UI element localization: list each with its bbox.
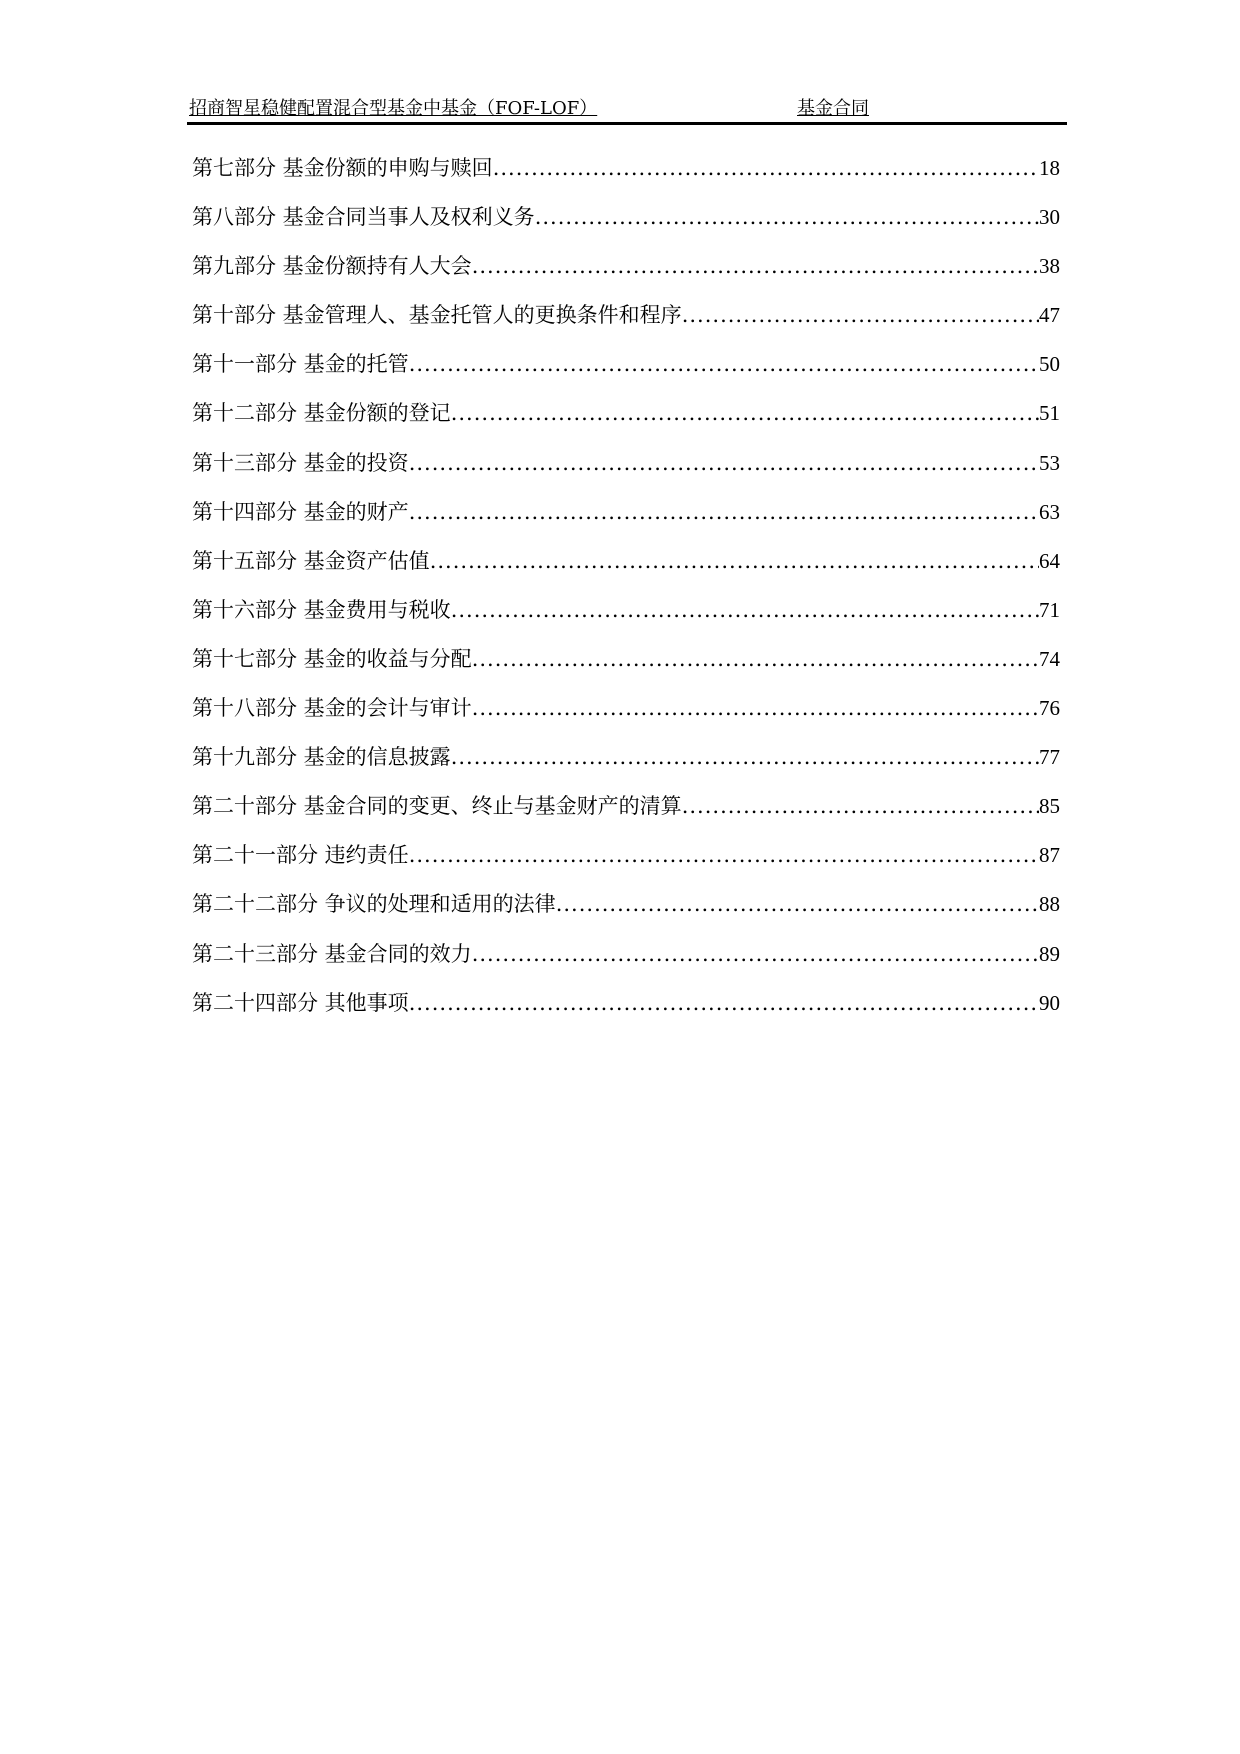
toc-entry-label: 第十五部分 基金资产估值 [192,548,430,573]
toc-entry[interactable] [192,545,1060,594]
page-header [187,92,1067,125]
toc-entry[interactable] [192,839,1060,888]
toc-entry[interactable] [192,152,1060,201]
toc-entry-page: 18 [1039,156,1060,180]
toc-dot-leader [430,549,1039,573]
toc-dot-leader [472,696,1039,720]
toc-entry-label: 第七部分 基金份额的申购与赎回 [192,156,493,180]
toc-entry[interactable] [192,692,1060,741]
toc-entry-page: 89 [1039,941,1060,966]
toc-dot-leader [409,843,1039,867]
toc-dot-leader [535,205,1039,229]
toc-dot-leader [556,892,1039,916]
toc-entry[interactable] [192,201,1060,250]
toc-entry[interactable] [192,594,1060,643]
toc-entry[interactable] [192,496,1060,545]
toc-dot-leader [493,156,1039,180]
toc-entry[interactable] [192,348,1060,397]
toc-entry-page: 90 [1039,990,1060,1015]
header-fund-title: 招商智星稳健配置混合型基金中基金（FOF-LOF） [189,98,598,119]
toc-entry-label: 第十二部分 基金份额的登记 [192,401,451,426]
toc-entry-page: 87 [1039,843,1060,868]
toc-entry-label: 第十四部分 基金的财产 [192,499,409,524]
toc-entry-label: 第十七部分 基金的收益与分配 [192,646,472,671]
toc-entry[interactable] [192,987,1060,1036]
toc-entry-page: 53 [1039,450,1060,475]
toc-entry[interactable] [192,299,1060,348]
toc-entry-label: 第十六部分 基金费用与税收 [192,597,451,622]
toc-entry[interactable] [192,250,1060,299]
toc-dot-leader [451,598,1039,622]
toc-dot-leader [409,352,1039,376]
toc-entry-label: 第二十部分 基金合同的变更、终止与基金财产的清算 [192,794,682,819]
toc-entry-page: 30 [1039,205,1060,230]
toc-entry-page: 47 [1039,303,1060,328]
toc-entry-page: 50 [1039,352,1060,377]
toc-entry-label: 第十部分 基金管理人、基金托管人的更换条件和程序 [192,303,682,328]
toc-entry[interactable] [192,741,1060,790]
toc-entry-label: 第九部分 基金份额持有人大会 [192,254,472,279]
toc-entry-page: 51 [1039,401,1060,426]
toc-entry[interactable] [192,790,1060,839]
toc-entry-page: 64 [1039,548,1060,573]
toc-entry[interactable] [192,643,1060,692]
toc-entry-label: 第十八部分 基金的会计与审计 [192,696,472,721]
toc-dot-leader [451,745,1039,769]
toc-dot-leader [472,254,1039,278]
header-doc-type: 基金合同 [797,98,869,119]
toc-dot-leader [682,794,1039,818]
toc-dot-leader [409,500,1039,524]
toc-entry-label: 第十一部分 基金的托管 [192,352,409,377]
toc-dot-leader [451,401,1039,425]
toc-entry-page: 74 [1039,646,1060,671]
toc-dot-leader [472,647,1039,671]
toc-entry-page: 63 [1039,499,1060,524]
toc-entry-page: 38 [1039,254,1060,279]
toc-entry-label: 第二十三部分 基金合同的效力 [192,941,472,966]
toc-entry[interactable] [192,888,1060,937]
toc-dot-leader [472,942,1039,966]
toc-entry-label: 第二十四部分 其他事项 [192,990,409,1015]
toc-entry-label: 第二十一部分 违约责任 [192,843,409,868]
toc-entry[interactable] [192,447,1060,496]
toc-entry-label: 第八部分 基金合同当事人及权利义务 [192,205,535,230]
toc-dot-leader [409,991,1039,1015]
toc-entry-label: 第十三部分 基金的投资 [192,450,409,475]
toc-entry[interactable] [192,938,1060,987]
toc-entry[interactable] [192,397,1060,446]
toc-entry-page: 76 [1039,696,1060,721]
toc-entry-label: 第二十二部分 争议的处理和适用的法律 [192,892,556,917]
table-of-contents [192,152,1060,1036]
toc-entry-page: 77 [1039,745,1060,770]
toc-entry-label: 第十九部分 基金的信息披露 [192,745,451,770]
toc-entry-page: 71 [1039,597,1060,622]
toc-entry-page: 85 [1039,794,1060,819]
toc-dot-leader [409,451,1039,475]
toc-entry-page: 88 [1039,892,1060,917]
toc-dot-leader [682,303,1039,327]
